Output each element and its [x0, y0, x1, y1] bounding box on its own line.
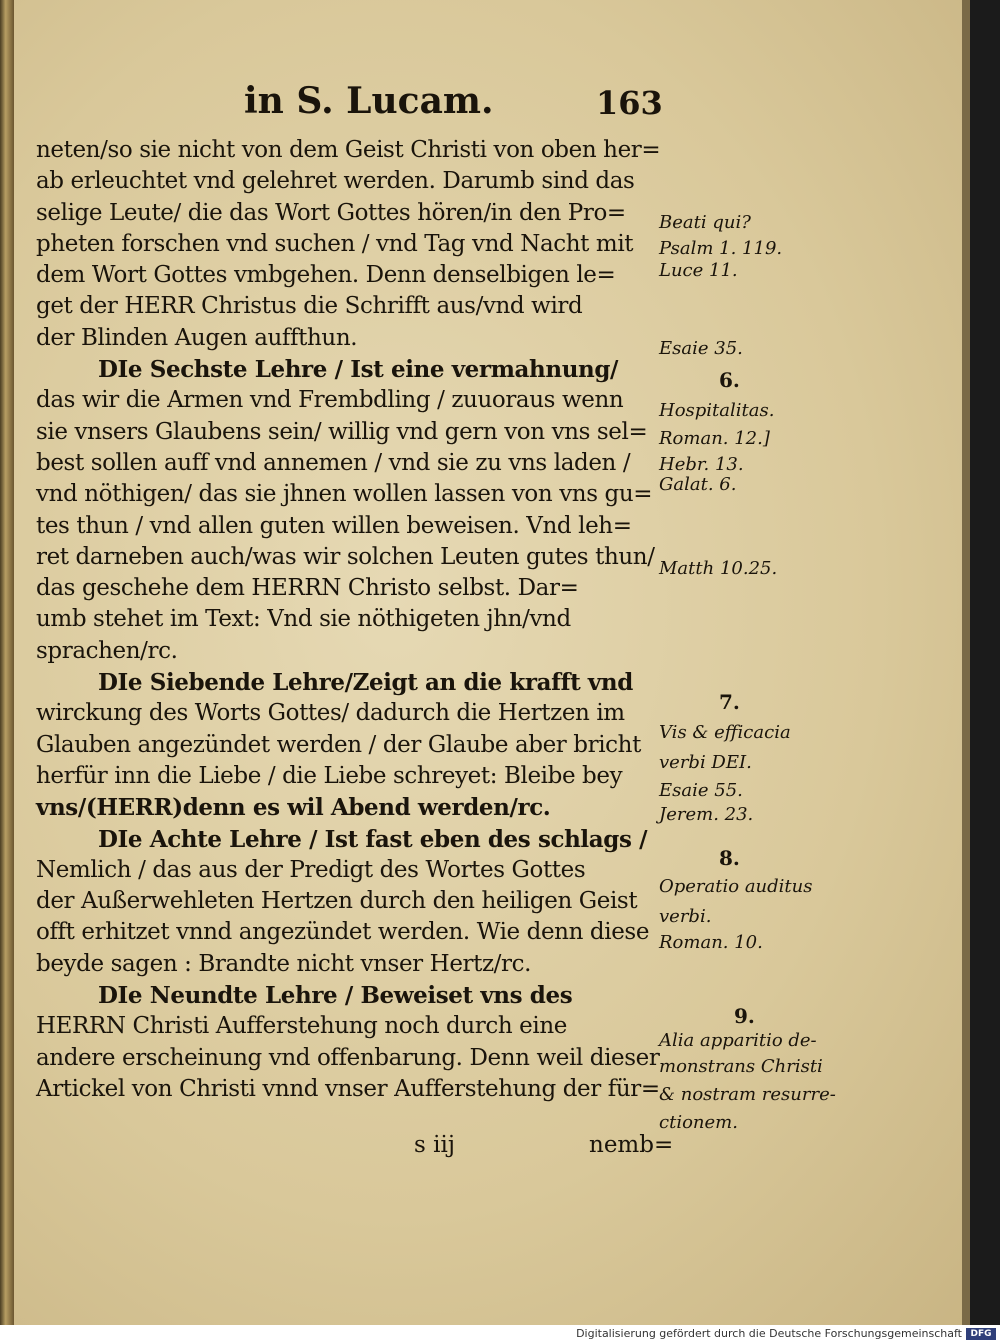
text-line: Artickel von Christi vnnd vnser Aufferstehung der für= [36, 1075, 660, 1102]
text-line: offt erhitzet vnnd angezündet werden. Wie denn diese [36, 919, 650, 946]
text-line: das geschehe dem HERRN Christo selbst. Dar= [36, 575, 579, 602]
text-line: tes thun / vnd allen guten willen beweisen. Vnd leh= [36, 512, 632, 539]
margin-note-number: 6. [719, 368, 740, 392]
margin-note: Psalm 1. 119. [659, 238, 783, 259]
paragraph-start: DIe Siebende Lehre/Zeigt an die krafft vnd [98, 669, 633, 697]
text-line: pheten forschen vnd suchen / vnd Tag vnd Nacht mit [36, 230, 634, 257]
text-line: der Blinden Augen auffthun. [36, 324, 358, 351]
text-line: get der HERR Christus die Schrifft aus/vnd wird [36, 293, 583, 320]
running-header [14, 80, 965, 130]
text-line: sie vnsers Glaubens sein/ willig vnd gern von vns sel= [36, 418, 648, 445]
text-line: ret darneben auch/was wir solchen Leuten gutes thun/ [36, 543, 655, 570]
text-line: ab erleuchtet vnd gelehret werden. Darumb sind das [36, 168, 635, 195]
dfg-logo-icon: DFG [966, 1328, 996, 1340]
text-line: andere erscheinung vnd offenbarung. Denn weil dieser [36, 1044, 660, 1071]
margin-note: ctionem. [659, 1112, 738, 1133]
margin-note: verbi DEI. [659, 752, 752, 773]
text-line: neten/so sie nicht von dem Geist Christi von oben her= [36, 137, 661, 163]
book-spine [0, 0, 14, 1325]
margin-note: Vis & efficacia [659, 722, 791, 743]
text-line: herfür inn die Liebe / die Liebe schreyet: Bleibe bey [36, 762, 623, 789]
text-line: vns/(HERR)denn es wil Abend werden/rc. [36, 794, 551, 822]
text-line: wirckung des Worts Gottes/ dadurch die Hertzen im [36, 700, 625, 727]
paragraph-start: DIe Achte Lehre / Ist fast eben des schlags / [98, 825, 648, 853]
margin-note: Esaie 35. [659, 338, 743, 359]
margin-note: Hospitalitas. [659, 400, 775, 421]
main-text [36, 135, 666, 1105]
text-line: selige Leute/ die das Wort Gottes hören/in den Pro= [36, 199, 626, 226]
margin-note: verbi. [659, 906, 712, 927]
text-line: vnd nöthigen/ das sie jhnen wollen lassen von vns gu= [36, 481, 653, 508]
text-line: sprachen/rc. [36, 637, 178, 664]
margin-note-number: 7. [719, 690, 740, 714]
margin-note: Beati qui? [659, 212, 751, 233]
text-line: HERRN Christi Aufferstehung noch durch eine [36, 1013, 567, 1040]
credit-text: Digitalisierung gefördert durch die Deutsche Forschungsgemeinschaft [576, 1327, 962, 1340]
margin-note-number: 9. [734, 1004, 755, 1028]
paragraph-start: DIe Sechste Lehre / Ist eine vermahnung/ [98, 356, 619, 384]
paragraph-start: DIe Neundte Lehre / Beweiset vns des [98, 982, 573, 1010]
credit-bar [0, 1325, 1000, 1343]
text-line: umb stehet im Text: Vnd sie nöthigeten jhn/vnd [36, 606, 571, 633]
text-line: Glauben angezündet werden / der Glaube aber bricht [36, 731, 641, 758]
catchword: nemb= [589, 1132, 674, 1158]
margin-note: Jerem. 23. [659, 804, 754, 825]
margin-note: Esaie 55. [659, 780, 743, 801]
page-edge [962, 0, 970, 1325]
text-line: dem Wort Gottes vmbgehen. Denn denselbigen le= [36, 262, 616, 289]
text-line: der Außerwehleten Hertzen durch den heiligen Geist [36, 888, 638, 915]
margin-note: Roman. 12.] [659, 428, 770, 449]
margin-note: Hebr. 13. [659, 454, 744, 475]
page-number: 163 [596, 84, 663, 122]
margin-note: Roman. 10. [659, 932, 763, 953]
running-title: in S. Lucam. [244, 80, 494, 122]
signature-mark: s iij [414, 1132, 455, 1158]
text-line: beyde sagen : Brandte nicht vnser Hertz/rc. [36, 950, 532, 977]
margin-note: Galat. 6. [659, 474, 737, 495]
margin-note: monstrans Christi [659, 1056, 823, 1077]
margin-note: Alia apparitio de- [659, 1030, 817, 1051]
margin-note-number: 8. [719, 846, 740, 870]
text-line: das wir die Armen vnd Frembdling / zuuoraus wenn [36, 387, 624, 414]
margin-note: Operatio auditus [659, 876, 813, 897]
margin-note: Matth 10.25. [659, 558, 778, 579]
text-line: Nemlich / das aus der Predigt des Wortes Gottes [36, 856, 586, 883]
book-page [14, 0, 965, 1325]
margin-note: Luce 11. [659, 260, 738, 281]
text-line: best sollen auff vnd annemen / vnd sie zu vns laden / [36, 449, 631, 476]
margin-note: & nostram resurre- [659, 1084, 836, 1105]
